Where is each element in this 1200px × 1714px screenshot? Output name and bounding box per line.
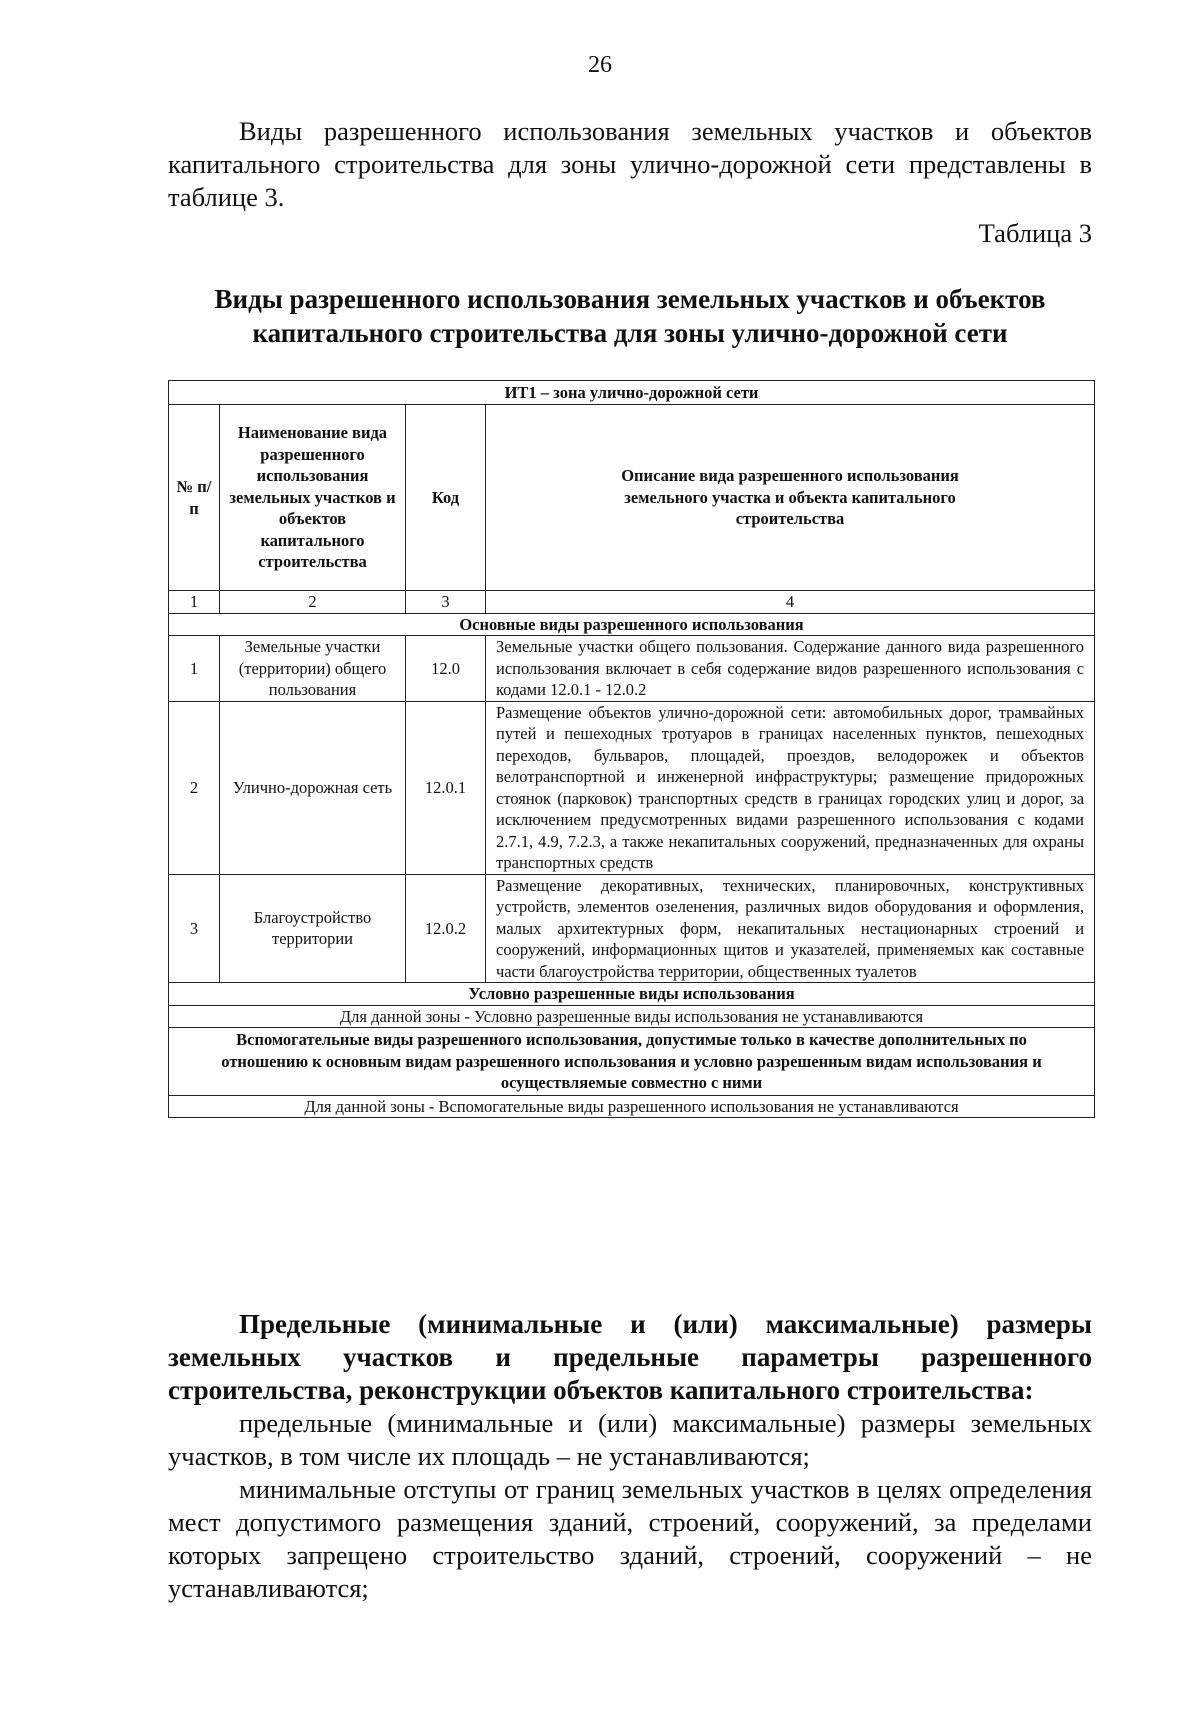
limits-heading: Предельные (минимальные и (или) максимальные) размеры земельных участков и предельные параметры разрешенного строительства, реконструкции объектов капитального строительства: <box>168 1309 1092 1405</box>
table-label: Таблица 3 <box>978 218 1092 248</box>
limits-section <box>168 1308 1092 1605</box>
col-number: 4 <box>486 591 1095 614</box>
section-conditional: Условно разрешенные виды использования <box>169 983 1095 1006</box>
row-name: Благоустройство территории <box>220 874 406 983</box>
row-desc: Земельные участки общего пользования. Содержание данного вида разрешенного использования включает в себя содержание видов разрешенного использования с кодами 12.0.1 - 12.0.2 <box>486 636 1095 702</box>
land-use-table <box>168 380 1095 1118</box>
row-num: 1 <box>169 636 220 702</box>
limits-paragraph: минимальные отступы от границ земельных участков в целях определения мест допустимого размещения зданий, строений, сооружений, за пределами которых запрещено строительство зданий, строений, сооружений – не устанавливаются; <box>168 1474 1092 1603</box>
auxiliary-note: Для данной зоны - Вспомогательные виды разрешенного использования не устанавливаются <box>169 1095 1095 1118</box>
header-code: Код <box>406 405 486 591</box>
table-row <box>169 874 1095 983</box>
row-desc: Размещение декоративных, технических, планировочных, конструктивных устройств, элементов озеленения, различных видов оборудования и оформления, малых архитектурных форм, некапитальных нестационарных строений и сооружений, информационных щитов и указателей, применяемых как составные части благоустройства территории, общественных туалетов <box>486 874 1095 983</box>
row-desc: Размещение объектов улично-дорожной сети: автомобильных дорог, трамвайных путей и пешеходных тротуаров в границах населенных пунктов, пешеходных переходов, бульваров, площадей, проездов, велодорожек и объектов велотранспортной и инженерной инфраструктуры; размещение придорожных стоянок (парковок) транспортных средств в границах городских улиц и дорог, за исключением предусмотренных видами разрешенного использования с кодами 2.7.1, 4.9, 7.2.3, а также некапитальных сооружений, предназначенных для охраны транспортных средств <box>486 701 1095 874</box>
zone-title: ИТ1 – зона улично-дорожной сети <box>169 381 1095 405</box>
section-auxiliary: Вспомогательные виды разрешенного использования, допустимые только в качестве дополнительных по отношению к основным видам разрешенного использования и условно разрешенным видам использования и осуществляемые совместно с ними <box>169 1028 1095 1096</box>
col-number: 1 <box>169 591 220 614</box>
row-code: 12.0 <box>406 636 486 702</box>
conditional-note: Для данной зоны - Условно разрешенные виды использования не устанавливаются <box>169 1005 1095 1028</box>
limits-paragraph: предельные (минимальные и (или) максимальные) размеры земельных участков, в том числе их площадь – не устанавливаются; <box>168 1408 1092 1471</box>
row-code: 12.0.2 <box>406 874 486 983</box>
header-name: Наименование вида разрешенного использования земельных участков и объектов капитального строительства <box>220 405 406 591</box>
table-row <box>169 636 1095 702</box>
header-num: № п/п <box>169 405 220 591</box>
header-desc: Описание вида разрешенного использования земельного участка и объекта капитального строительства <box>486 405 1095 591</box>
section-main: Основные виды разрешенного использования <box>169 613 1095 636</box>
intro-paragraph: Виды разрешенного использования земельных участков и объектов капитального строительства для зоны улично-дорожной сети представлены в таблице 3. <box>168 116 1092 212</box>
row-code: 12.0.1 <box>406 701 486 874</box>
col-number: 3 <box>406 591 486 614</box>
table-title: Виды разрешенного использования земельных участков и объектов капитального строительства для зоны улично-дорожной сети <box>214 284 1046 348</box>
table-row <box>169 701 1095 874</box>
page-number: 26 <box>588 52 612 78</box>
row-name: Земельные участки (территории) общего пользования <box>220 636 406 702</box>
col-number: 2 <box>220 591 406 614</box>
row-num: 3 <box>169 874 220 983</box>
row-num: 2 <box>169 701 220 874</box>
row-name: Улично-дорожная сеть <box>220 701 406 874</box>
